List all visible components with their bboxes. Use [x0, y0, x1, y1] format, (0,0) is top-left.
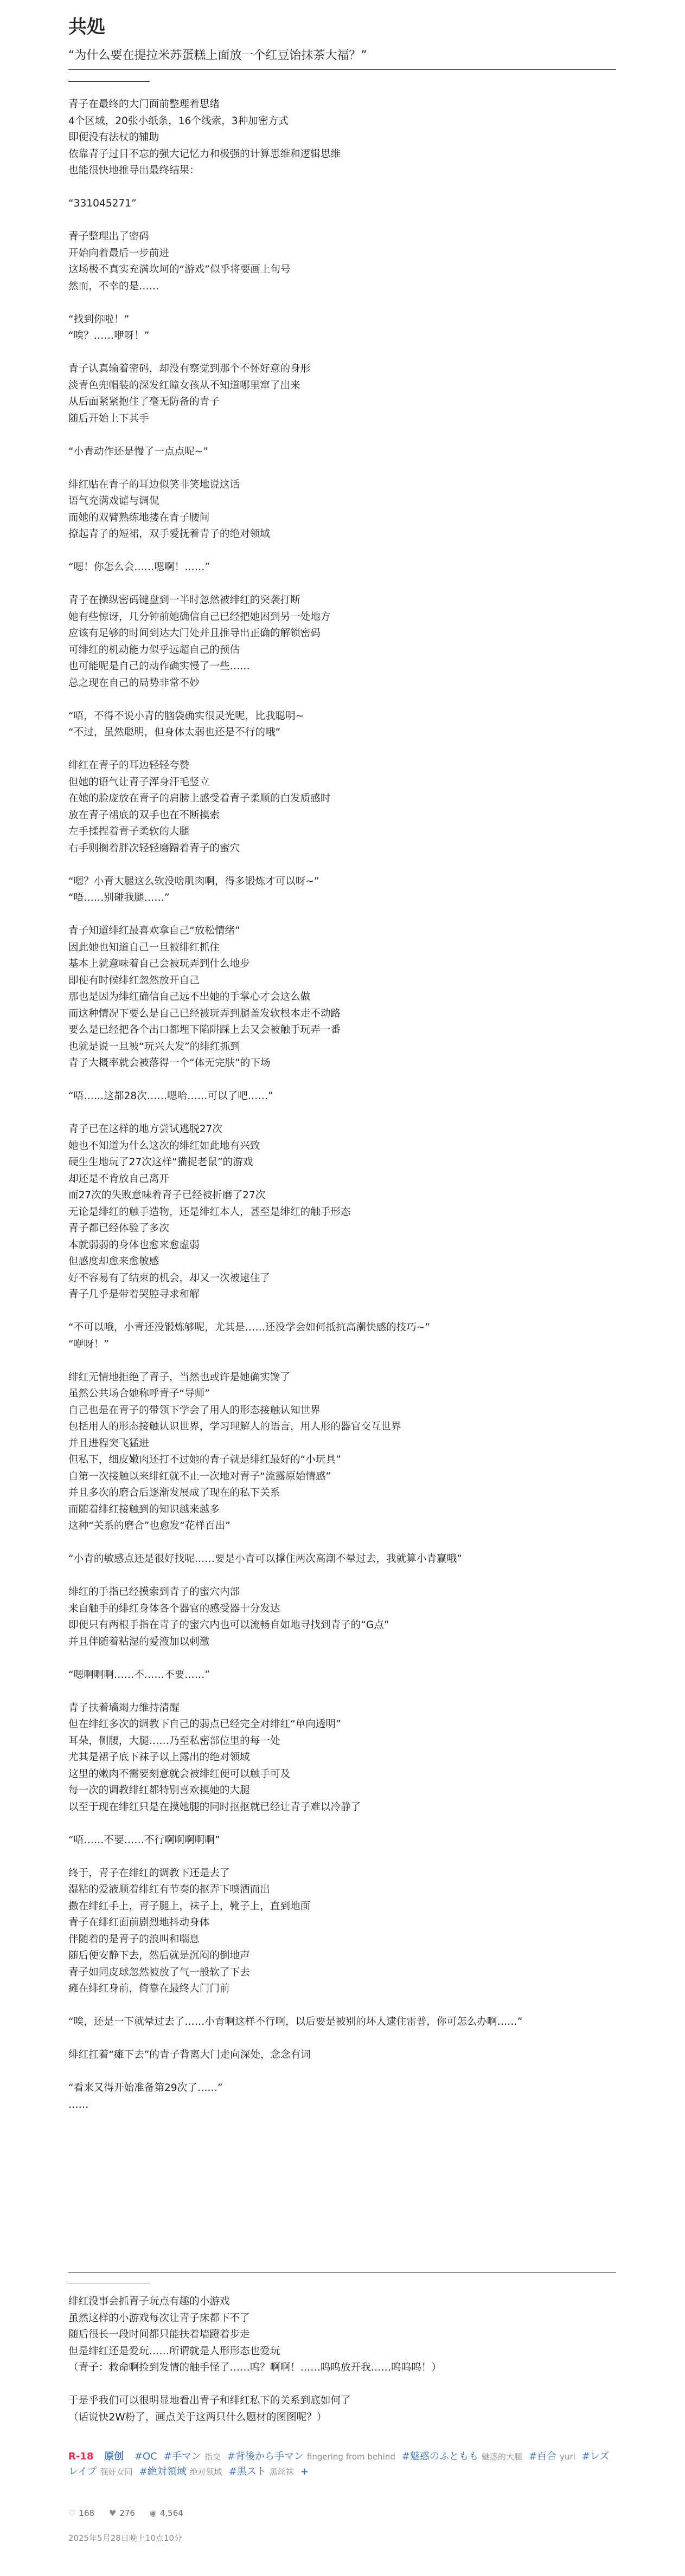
story-line: 随后便安静下去，然后就是沉闷的倒地声: [68, 1950, 250, 1961]
story-line: 本就弱弱的身体也愈来愈虚弱: [68, 1239, 200, 1251]
story-line: 并且进程突飞猛进: [68, 1437, 149, 1449]
story-paragraph: [68, 758, 616, 857]
story-line: 青子在操纵密码键盘到一半时忽然被绯红的突袭打断: [68, 595, 300, 606]
story-line: 硬生生地玩了27次这样“猫捉老鼠”的游戏: [68, 1157, 253, 1168]
tag-translation: 指交: [204, 2452, 221, 2462]
story-paragraph: [68, 477, 616, 543]
story-line: “331045271”: [68, 198, 137, 209]
story-line: “看来又得开始准备第29次了……”: [68, 2082, 223, 2094]
story-paragraph: [68, 2047, 616, 2064]
work-title: 共処: [68, 16, 105, 38]
story-line: 无论是绯红的触手造物，还是绯红本人，甚至是绯红的触手形态: [68, 1206, 351, 1218]
story-line: “小青动作还是慢了一点点呢~”: [68, 446, 208, 457]
story-line: 左手揉捏着青子柔软的大腿: [68, 826, 190, 837]
story-line: 并且多次的磨合后逐渐发展成了现在的私下关系: [68, 1487, 280, 1499]
story-line: ……: [68, 2099, 89, 2110]
story-line: “唉？……咿呀！”: [68, 330, 150, 341]
story-paragraph: [68, 1832, 616, 1849]
story-line: 撩起青子的短裙，双手爱抚着青子的绝对领域: [68, 528, 270, 540]
story-line: 绯红的手指已经摸索到青子的蜜穴内部: [68, 1586, 240, 1598]
story-line: “唔……别碰我腿……”: [68, 892, 170, 903]
story-line: 却还是不肯放自己离开: [68, 1173, 169, 1185]
story-line: 而27次的失败意味着青子已经被折磨了27次: [68, 1190, 266, 1201]
story-line: 也就是说一旦被“玩兴大发”的绯红抓到: [68, 1041, 240, 1053]
story-line: 青子已在这样的地方尝试逃脱27次: [68, 1124, 222, 1135]
tag-translation: 黑丝袜: [269, 2467, 294, 2477]
story-line: 但她的语气让青子浑身汗毛竖立: [68, 776, 210, 788]
story-line: 要么是已经把各个出口都埋下陷阱踩上去又会被触手玩弄一番: [68, 1024, 341, 1036]
tag-translation: 魅惑的大腿: [481, 2452, 522, 2462]
tag-link[interactable]: #レズレイプ: [68, 2451, 610, 2477]
story-paragraph: [68, 708, 616, 741]
story-line: 青子如同皮球忽然被放了气一般软了下去: [68, 1966, 250, 1978]
story-paragraph: [68, 96, 616, 179]
story-line: 这种“关系的磨合”也愈发“花样百出”: [68, 1520, 231, 1532]
story-line: 总之现在自己的局势非常不妙: [68, 677, 200, 689]
work-subtitle: “为什么要在提拉米苏蛋糕上面放一个红豆饴抹茶大福？”: [68, 49, 367, 62]
views-count: 4,564: [159, 2508, 183, 2518]
story-line: 每一次的调教绯红都特别喜欢摸她的大腿: [68, 1785, 250, 1796]
story-line: 因此她也知道自己一旦被绯红抓住: [68, 941, 220, 953]
note-line: （青子：救命啊捡到发情的触手怪了……呜？啊啊！……呜呜放开我……呜呜呜！）: [68, 2362, 441, 2373]
note-line: 绯红没事会抓青子玩点有趣的小游戏: [68, 2296, 230, 2307]
eye-icon: ◉: [149, 2508, 157, 2518]
story-line: 绯红贴在青子的耳边似笑非笑地说这话: [68, 479, 240, 490]
story-line: 自第一次接触以来绯红就不止一次地对青子“流露原始情感”: [68, 1470, 331, 1482]
story-line: 青子知道绯红最喜欢拿自己“放松情绪”: [68, 925, 240, 937]
story-paragraph: [68, 559, 616, 576]
story-paragraph: [68, 1320, 616, 1353]
tag-link[interactable]: #背後から手マン: [227, 2451, 304, 2462]
story-line: 即便没有法杖的辅助: [68, 132, 159, 143]
note-line: 虽然这样的小游戏每次让青子床都下不了: [68, 2312, 250, 2324]
story-line: 可绯红的机动能力似乎远超自己的预估: [68, 644, 240, 656]
story-line: 并且伴随着粘湿的爱液加以刺激: [68, 1636, 210, 1648]
tag-link[interactable]: #百合: [528, 2451, 557, 2462]
story-line: 青子几乎是带着哭腔寻求和解: [68, 1289, 200, 1300]
note-line: [68, 2377, 616, 2393]
story-line: 而这种情况下要么是自己已经被玩弄到腿盖发软根本走不动路: [68, 1008, 341, 1019]
story-line: 放在青子裙底的双手也在不断摸索: [68, 809, 220, 821]
story-line: 但私下，细皮嫩肉还打不过她的青子就是绯红最好的“小玩具”: [68, 1454, 341, 1465]
story-line: 好不容易有了结束的机会，却又一次被逮住了: [68, 1272, 270, 1284]
story-line: 耳朵，侧腰，大腿……乃至私密部位里的每一处: [68, 1735, 280, 1747]
story-line: 这场极不真实充满坎坷的“游戏”似乎将要画上句号: [68, 264, 291, 275]
story-line: 基本上就意味着自己会被玩弄到什么地步: [68, 958, 250, 970]
post-date: 2025年5月28日晚上10点10分: [68, 2533, 182, 2543]
story-paragraph: [68, 923, 616, 1072]
story-line: 应该有足够的时间到达大门处并且推导出正确的解锁密码: [68, 628, 321, 639]
original-badge[interactable]: 原创: [104, 2451, 124, 2462]
story-line: 4个区域，20张小纸条，16个线索，3种加密方式: [68, 115, 289, 127]
tag-link[interactable]: #黒スト: [228, 2466, 266, 2477]
tag-translation: 强奸女同: [100, 2467, 133, 2477]
likes-stat: [68, 2508, 94, 2518]
story-paragraph: [68, 1667, 616, 1684]
story-paragraph: [68, 2080, 616, 2113]
story-line: “不可以哦，小青还没锻炼够呢，尤其是……还没学会如何抵抗高潮快感的技巧~”: [68, 1322, 431, 1333]
work-stats: [68, 2508, 195, 2518]
story-line: “不过，虽然聪明，但身体太弱也还是不行的哦”: [68, 727, 281, 738]
story-line: “唔，不得不说小青的脑袋确实很灵光呢，比我聪明~: [68, 710, 304, 722]
story-line: “咿呀！”: [68, 1338, 110, 1350]
story-line: “唔……不要……不行啊啊啊啊啊”: [68, 1834, 220, 1846]
story-paragraph: [68, 1088, 616, 1105]
note-line: 但是绯红还是爱玩……所谓就是人形形态也爱玩: [68, 2345, 280, 2357]
tag-list: [68, 2449, 616, 2480]
story-line: 而随着绯红接触到的知识越来越多: [68, 1503, 220, 1515]
story-line: 即使有时候绯红忽然放开自己: [68, 974, 200, 986]
note-line: 于是乎我们可以很明显地看出青子和绯红私下的关系到底如何了: [68, 2395, 351, 2406]
story-line: 青子扶着墙竭力维持清醒: [68, 1702, 180, 1714]
story-line: 而她的双臂熟练地搂在青子腰间: [68, 512, 210, 524]
story-line: 但在绯红多次的调教下自己的弱点已经完全对绯红“单向透明”: [68, 1719, 341, 1730]
story-paragraph: [68, 2014, 616, 2031]
story-line: 即便只有两根手指在青子的蜜穴内也可以流畅自如地寻找到青子的“G点”: [68, 1619, 389, 1631]
bookmarks-count: 276: [119, 2508, 135, 2518]
story-line: 也可能呢是自己的动作确实慢了一些……: [68, 661, 250, 672]
story-line: 青子在绯红面前剧烈地抖动身体: [68, 1917, 210, 1928]
story-paragraph: [68, 592, 616, 692]
story-line: 虽然公共场合她称呼青子“导师”: [68, 1388, 210, 1399]
story-line: 自己也是在青子的带领下学会了用人的形态接触认知世界: [68, 1404, 321, 1416]
story-line: 终于，青子在绯红的调教下还是去了: [68, 1867, 230, 1879]
rating-badge[interactable]: R-18: [68, 2451, 94, 2462]
story-line: 然而，不幸的是……: [68, 280, 159, 292]
likes-count: 168: [79, 2508, 95, 2518]
bookmarks-stat: [109, 2508, 135, 2518]
story-line: 瘫在绯红身前，倚靠在最终大门门前: [68, 1983, 230, 1994]
story-line: “嗯？小青大腿这么软没啥肌肉啊，得多锻炼才可以呀~”: [68, 875, 319, 887]
short-divider: [68, 81, 150, 82]
tag-link[interactable]: #OC: [134, 2451, 157, 2462]
story-line: “唔……这都28次……嗯哈……可以了吧……”: [68, 1090, 273, 1102]
story-line: 青子大概率就会被落得一个“体无完肤”的下场: [68, 1057, 271, 1069]
author-notes: [68, 2294, 616, 2426]
story-paragraph: [68, 444, 616, 461]
tag-link[interactable]: #魅惑のふともも: [401, 2451, 478, 2462]
story-paragraph: [68, 196, 616, 212]
story-line: “嗯！你怎么会……嗯啊！……”: [68, 561, 210, 573]
story-line: 绯红在青子的耳边轻轻夸赞: [68, 760, 190, 771]
story-paragraph: [68, 1551, 616, 1568]
story-line: 来自触手的绯红身体各个器官的感受器十分发达: [68, 1603, 280, 1615]
story-line: “嗯啊啊啊……不……不要……”: [68, 1669, 210, 1681]
story-line: 青子在最终的大门面前整理着思绪: [68, 99, 220, 110]
tag-translation: yuri: [560, 2452, 575, 2462]
story-line: 也能很快地推导出最终结果：: [68, 165, 200, 176]
story-paragraph: [68, 312, 616, 345]
heart-icon: ♡: [68, 2508, 76, 2518]
story-line: 以至于现在绯红只是在摸她腿的同时抠抠就已经让青子难以冷静了: [68, 1801, 361, 1813]
story-line: 随后开始上下其手: [68, 412, 149, 424]
story-line: 她有些惊讶，几分钟前她确信自己已经把她困到另一处地方: [68, 611, 331, 623]
story-paragraph: [68, 1700, 616, 1816]
story-line: 尤其是裙子底下袜子以上露出的绝对领域: [68, 1752, 250, 1763]
story-line: 这里的嫩肉不需要刻意就会被绯红便可以触手可及: [68, 1768, 291, 1780]
story-paragraph: [68, 1370, 616, 1535]
story-line: “找到你啦！”: [68, 313, 130, 325]
story-line: 伴随着的是青子的浪叫和喘息: [68, 1933, 200, 1945]
story-line: 包括用人的形态接触认识世界，学习理解人的语言，用人形的器官交互世界: [68, 1421, 401, 1432]
story-paragraph: [68, 1121, 616, 1303]
story-line: 青子都已经体验了多次: [68, 1223, 169, 1234]
story-line: 湿粘的爱液顺着绯红有节奏的抠弄下喷洒而出: [68, 1884, 270, 1895]
note-line: 随后很长一段时间都只能扶着墙蹬着步走: [68, 2329, 250, 2340]
story-paragraph: [68, 1584, 616, 1650]
story-line: 右手则搁着胖次轻轻磨蹭着青子的蜜穴: [68, 842, 240, 854]
add-tag-button[interactable]: +: [300, 2466, 309, 2477]
story-paragraph: [68, 361, 616, 427]
bookmark-icon: ♥: [108, 2508, 117, 2518]
tag-translation: 绝对领域: [189, 2467, 222, 2477]
story-line: 她也不知道为什么这次的绯红如此地有兴致: [68, 1140, 260, 1152]
story-line: 青子整理出了密码: [68, 231, 149, 242]
views-stat: [150, 2508, 183, 2518]
tag-link[interactable]: #絶対領域: [139, 2466, 187, 2477]
story-body: [68, 96, 616, 2130]
story-line: “小青的敏感点还是很好找呢……要是小青可以撑住两次高潮不晕过去，我就算小青赢哦”: [68, 1553, 462, 1565]
story-line: 撒在绯红手上，青子腿上，袜子上，靴子上，直到地面: [68, 1900, 311, 1912]
story-line: 绯红无情地拒绝了青子，当然也或许是她确实馋了: [68, 1371, 291, 1383]
story-line: 青子认真输着密码，却没有察觉到那个不怀好意的身形: [68, 363, 311, 375]
story-line: 但感度却愈来愈敏感: [68, 1256, 159, 1267]
story-line: 绯红扛着“瘫下去”的青子背离大门走向深处，念念有词: [68, 2049, 311, 2061]
tag-translation: fingering from behind: [306, 2452, 395, 2462]
story-line: 语气充满戏谑与调侃: [68, 495, 159, 507]
tag-link[interactable]: #手マン: [163, 2451, 201, 2462]
story-line: 依靠青子过目不忘的强大记忆力和极强的计算思维和逻辑思维: [68, 148, 341, 160]
story-paragraph: [68, 229, 616, 295]
story-line: 淡青色兜帽装的深发红瞳女孩从不知道哪里窜了出来: [68, 379, 300, 391]
story-line: 那也是因为绯红确信自己远不出她的手掌心才会这么做: [68, 991, 311, 1003]
story-paragraph: [68, 1865, 616, 1998]
title-divider: [68, 69, 616, 70]
story-line: “唉，还是一下就晕过去了……小青啊这样不行啊，以后要是被别的坏人逮住雷普，你可怎么办啊……”: [68, 2016, 523, 2028]
story-line: 在她的脸庞放在青子的肩膀上感受着青子柔顺的白发质感时: [68, 793, 331, 804]
story-line: 开始向着最后一步前进: [68, 247, 169, 259]
note-line: （话说快2W粉了，画点关于这两只什么题材的图图呢？）: [68, 2411, 327, 2423]
story-line: 从后面紧紧抱住了毫无防备的青子: [68, 396, 220, 408]
story-paragraph: [68, 874, 616, 907]
